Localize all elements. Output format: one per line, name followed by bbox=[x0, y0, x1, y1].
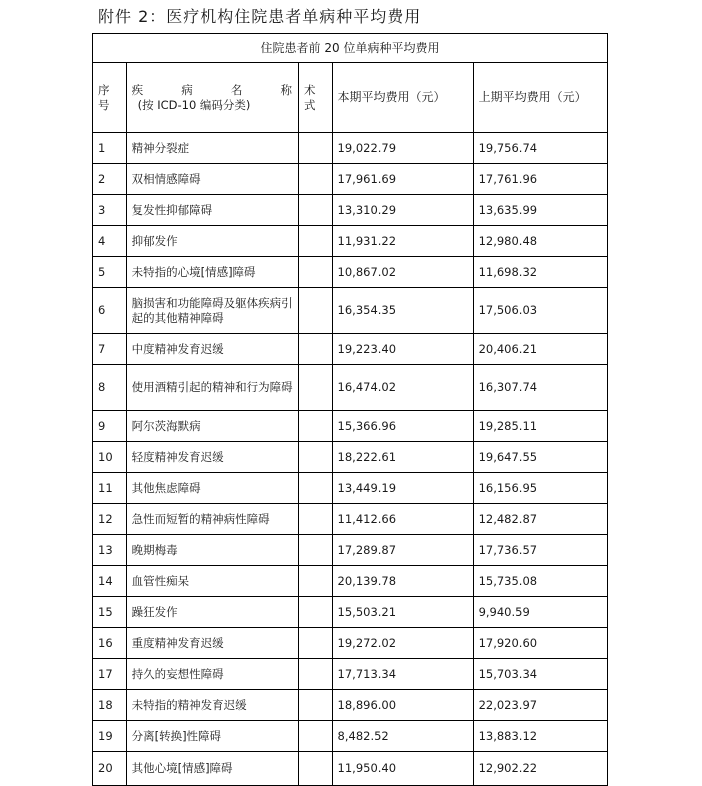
cell-index: 13 bbox=[93, 535, 127, 566]
document-title: 附件 2：医疗机构住院患者单病种平均费用 bbox=[98, 7, 422, 26]
cell-previous-fee: 16,307.74 bbox=[473, 365, 607, 411]
table-row bbox=[93, 659, 608, 690]
cell-previous-fee: 12,902.22 bbox=[473, 752, 607, 786]
cell-current-fee: 19,022.79 bbox=[332, 133, 473, 164]
header-disease-char: 称 bbox=[280, 82, 292, 97]
cell-previous-fee: 22,023.97 bbox=[473, 690, 607, 721]
cell-index: 15 bbox=[93, 597, 127, 628]
header-disease-char: 疾 bbox=[131, 82, 144, 97]
cell-disease: 使用酒精引起的精神和行为障碍 bbox=[126, 365, 298, 411]
fee-table bbox=[92, 33, 608, 786]
cell-disease: 血管性痴呆 bbox=[126, 566, 298, 597]
header-surgery: 术式 bbox=[298, 63, 332, 133]
cell-previous-fee: 17,761.96 bbox=[473, 164, 607, 195]
cell-index: 2 bbox=[93, 164, 127, 195]
table-row bbox=[93, 195, 608, 226]
table-caption: 住院患者前 20 位单病种平均费用 bbox=[93, 34, 608, 63]
header-previous-fee: 上期平均费用（元） bbox=[473, 63, 607, 133]
cell-index: 5 bbox=[93, 257, 127, 288]
cell-disease: 其他心境[情感]障碍 bbox=[126, 752, 298, 786]
cell-previous-fee: 19,285.11 bbox=[473, 411, 607, 442]
cell-previous-fee: 19,756.74 bbox=[473, 133, 607, 164]
cell-disease: 分离[转换]性障碍 bbox=[126, 721, 298, 752]
cell-previous-fee: 17,736.57 bbox=[473, 535, 607, 566]
cell-current-fee: 18,222.61 bbox=[332, 442, 473, 473]
table-row bbox=[93, 690, 608, 721]
table-row bbox=[93, 257, 608, 288]
cell-current-fee: 16,354.35 bbox=[332, 288, 473, 334]
cell-surgery bbox=[298, 473, 332, 504]
cell-index: 14 bbox=[93, 566, 127, 597]
cell-surgery bbox=[298, 226, 332, 257]
cell-index: 16 bbox=[93, 628, 127, 659]
cell-previous-fee: 17,506.03 bbox=[473, 288, 607, 334]
cell-disease: 双相情感障碍 bbox=[126, 164, 298, 195]
cell-current-fee: 10,867.02 bbox=[332, 257, 473, 288]
cell-current-fee: 11,931.22 bbox=[332, 226, 473, 257]
cell-surgery bbox=[298, 442, 332, 473]
cell-previous-fee: 16,156.95 bbox=[473, 473, 607, 504]
header-row bbox=[93, 63, 608, 133]
cell-index: 12 bbox=[93, 504, 127, 535]
cell-disease: 抑郁发作 bbox=[126, 226, 298, 257]
cell-disease: 急性而短暂的精神病性障碍 bbox=[126, 504, 298, 535]
table-row bbox=[93, 721, 608, 752]
cell-previous-fee: 20,406.21 bbox=[473, 334, 607, 365]
header-disease-char: 病 bbox=[181, 82, 193, 97]
cell-disease: 精神分裂症 bbox=[126, 133, 298, 164]
table-row bbox=[93, 411, 608, 442]
cell-disease: 晚期梅毒 bbox=[126, 535, 298, 566]
cell-surgery bbox=[298, 133, 332, 164]
cell-disease: 复发性抑郁障碍 bbox=[126, 195, 298, 226]
cell-current-fee: 16,474.02 bbox=[332, 365, 473, 411]
cell-surgery bbox=[298, 659, 332, 690]
cell-index: 9 bbox=[93, 411, 127, 442]
table-row bbox=[93, 288, 608, 334]
header-disease-title bbox=[132, 83, 294, 98]
cell-surgery bbox=[298, 365, 332, 411]
cell-surgery bbox=[298, 690, 332, 721]
cell-current-fee: 15,366.96 bbox=[332, 411, 473, 442]
header-disease-subtitle: (按 ICD-10 编码分类) bbox=[137, 97, 251, 112]
cell-current-fee: 17,961.69 bbox=[332, 164, 473, 195]
table-row bbox=[93, 597, 608, 628]
cell-surgery bbox=[298, 288, 332, 334]
table-row bbox=[93, 628, 608, 659]
cell-disease: 阿尔茨海默病 bbox=[126, 411, 298, 442]
cell-previous-fee: 17,920.60 bbox=[473, 628, 607, 659]
cell-previous-fee: 9,940.59 bbox=[473, 597, 607, 628]
cell-surgery bbox=[298, 628, 332, 659]
cell-index: 4 bbox=[93, 226, 127, 257]
cell-previous-fee: 11,698.32 bbox=[473, 257, 607, 288]
table-row bbox=[93, 535, 608, 566]
cell-surgery bbox=[298, 195, 332, 226]
cell-index: 19 bbox=[93, 721, 127, 752]
header-disease bbox=[126, 63, 298, 133]
table-row bbox=[93, 473, 608, 504]
cell-previous-fee: 19,647.55 bbox=[473, 442, 607, 473]
table-row bbox=[93, 226, 608, 257]
table-row bbox=[93, 566, 608, 597]
cell-index: 10 bbox=[93, 442, 127, 473]
table-row bbox=[93, 164, 608, 195]
table-row bbox=[93, 334, 608, 365]
cell-disease: 未特指的心境[情感]障碍 bbox=[126, 257, 298, 288]
cell-surgery bbox=[298, 411, 332, 442]
header-disease-char: 名 bbox=[230, 82, 243, 97]
header-current-fee: 本期平均费用（元） bbox=[332, 63, 473, 133]
cell-previous-fee: 15,703.34 bbox=[473, 659, 607, 690]
cell-index: 7 bbox=[93, 334, 127, 365]
cell-current-fee: 19,272.02 bbox=[332, 628, 473, 659]
cell-disease: 未特指的精神发育迟缓 bbox=[126, 690, 298, 721]
cell-disease: 持久的妄想性障碍 bbox=[126, 659, 298, 690]
cell-current-fee: 11,950.40 bbox=[332, 752, 473, 786]
cell-surgery bbox=[298, 535, 332, 566]
cell-surgery bbox=[298, 504, 332, 535]
cell-surgery bbox=[298, 566, 332, 597]
cell-disease: 中度精神发育迟缓 bbox=[126, 334, 298, 365]
cell-current-fee: 19,223.40 bbox=[332, 334, 473, 365]
cell-surgery bbox=[298, 334, 332, 365]
cell-index: 8 bbox=[93, 365, 127, 411]
cell-previous-fee: 15,735.08 bbox=[473, 566, 607, 597]
cell-surgery bbox=[298, 721, 332, 752]
table-row bbox=[93, 752, 608, 786]
cell-index: 6 bbox=[93, 288, 127, 334]
cell-surgery bbox=[298, 752, 332, 786]
cell-current-fee: 11,412.66 bbox=[332, 504, 473, 535]
cell-current-fee: 13,449.19 bbox=[332, 473, 473, 504]
cell-current-fee: 17,713.34 bbox=[332, 659, 473, 690]
header-index: 序号 bbox=[93, 63, 127, 133]
cell-previous-fee: 13,883.12 bbox=[473, 721, 607, 752]
cell-index: 18 bbox=[93, 690, 127, 721]
cell-disease: 其他焦虑障碍 bbox=[126, 473, 298, 504]
cell-previous-fee: 13,635.99 bbox=[473, 195, 607, 226]
cell-index: 1 bbox=[93, 133, 127, 164]
cell-surgery bbox=[298, 164, 332, 195]
cell-disease: 轻度精神发育迟缓 bbox=[126, 442, 298, 473]
cell-surgery bbox=[298, 257, 332, 288]
cell-previous-fee: 12,482.87 bbox=[473, 504, 607, 535]
cell-index: 20 bbox=[93, 752, 127, 786]
table-row bbox=[93, 442, 608, 473]
cell-index: 11 bbox=[93, 473, 127, 504]
table-row bbox=[93, 365, 608, 411]
cell-current-fee: 8,482.52 bbox=[332, 721, 473, 752]
table-row bbox=[93, 133, 608, 164]
cell-current-fee: 13,310.29 bbox=[332, 195, 473, 226]
cell-previous-fee: 12,980.48 bbox=[473, 226, 607, 257]
cell-index: 3 bbox=[93, 195, 127, 226]
cell-disease: 躁狂发作 bbox=[126, 597, 298, 628]
table-row bbox=[93, 504, 608, 535]
cell-surgery bbox=[298, 597, 332, 628]
cell-disease: 脑损害和功能障碍及躯体疾病引起的其他精神障碍 bbox=[126, 288, 298, 334]
cell-disease: 重度精神发育迟缓 bbox=[126, 628, 298, 659]
cell-current-fee: 15,503.21 bbox=[332, 597, 473, 628]
cell-current-fee: 18,896.00 bbox=[332, 690, 473, 721]
cell-current-fee: 17,289.87 bbox=[332, 535, 473, 566]
cell-current-fee: 20,139.78 bbox=[332, 566, 473, 597]
cell-index: 17 bbox=[93, 659, 127, 690]
